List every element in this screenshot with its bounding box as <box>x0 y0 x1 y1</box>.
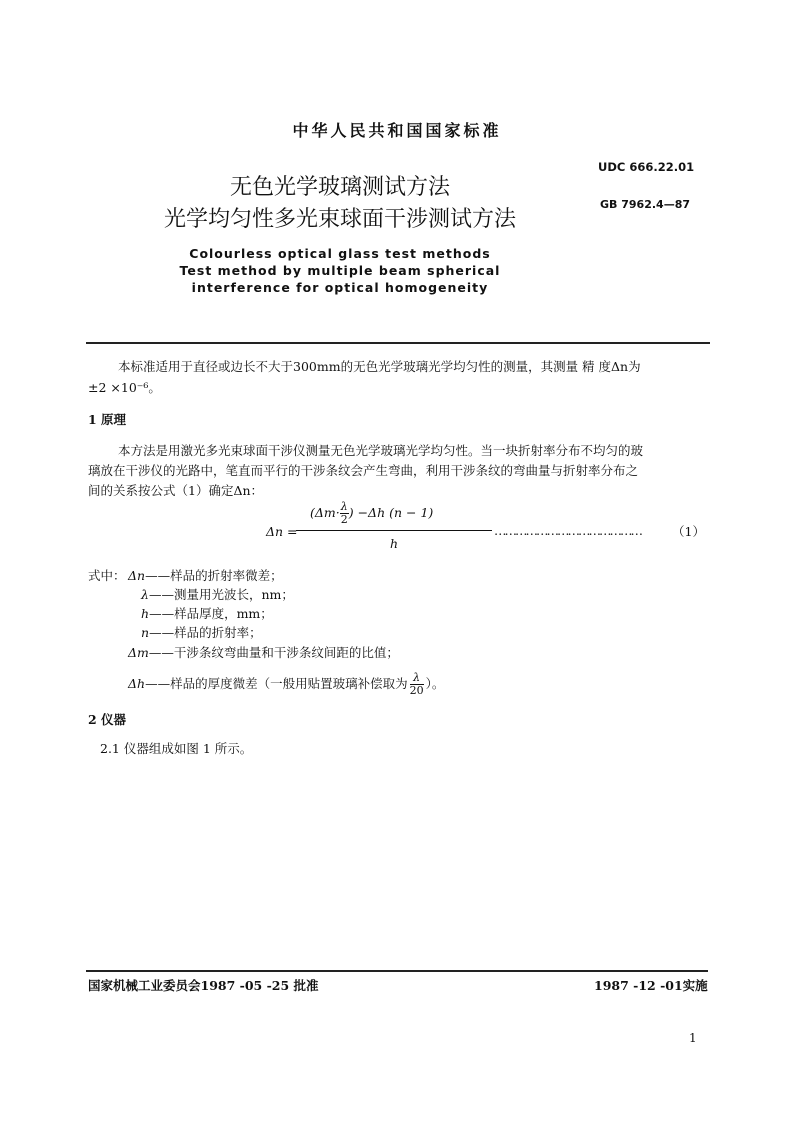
title-en-line-2: Test method by multiple beam spherical <box>179 263 501 278</box>
title-en-line-1: Colourless optical glass test methods <box>189 246 491 261</box>
formula-lambda: λ <box>340 500 348 513</box>
approval-date: 国家机械工业委员会1987 -05 -25 批准 <box>88 978 319 993</box>
where-fraction-numerator: λ <box>410 672 424 685</box>
intro-line-1: 本标准适用于直径或边长不大于300mm的无色光学玻璃光学均匀性的测量，其测量 精 度Δn为 <box>118 359 641 374</box>
formula-denominator: h <box>390 536 399 551</box>
formula-num-rest: ) −Δh (n − 1) <box>348 505 434 520</box>
formula-two: 2 <box>340 513 348 526</box>
footer-divider <box>86 970 708 972</box>
section-1-line-3: 间的关系按公式（1）确定Δn： <box>88 483 264 498</box>
where-symbol: Δn <box>128 568 146 583</box>
national-standard-label: 中华人民共和国国家标准 <box>292 121 502 140</box>
formula-num-open: (Δm· <box>310 505 340 520</box>
where-item <box>128 672 444 697</box>
section-2-1: 2.1 仪器组成如图 1 所示。 <box>100 741 253 756</box>
intro-line-2: ±2 ×10⁻⁶。 <box>88 380 161 395</box>
section-1-line-2: 璃放在干涉仪的光路中，笔直而平行的干涉条纹会产生弯曲，利用干涉条纹的弯曲量与折射率分布之 <box>88 463 639 478</box>
udc-code: UDC 666.22.01 <box>598 160 695 174</box>
where-fraction-denominator: 20 <box>409 684 424 697</box>
section-1-line-1: 本方法是用激光多光束球面干涉仪测量无色光学玻璃光学均匀性。当一块折射率分布不均匀的玻 <box>118 443 644 458</box>
where-symbol: h <box>141 606 150 621</box>
formula-lambda-over-2 <box>340 501 349 526</box>
formula-lhs: Δn = <box>266 524 298 539</box>
title-cn-line-2: 光学均匀性多光束球面干涉测试方法 <box>163 207 516 232</box>
where-item <box>128 566 283 585</box>
where-item <box>141 604 273 623</box>
where-tail: ）。 <box>425 676 445 691</box>
where-description: ——干涉条纹弯曲量和干涉条纹间距的比值； <box>148 645 399 660</box>
where-description: ——样品的折射率； <box>149 625 262 640</box>
where-item <box>128 643 399 662</box>
where-description: ——样品的折射率微差； <box>145 568 283 583</box>
where-fraction <box>410 672 424 697</box>
section-2-heading: 2 仪器 <box>88 712 127 727</box>
page-number: 1 <box>689 1031 697 1045</box>
title-en <box>0 246 680 295</box>
where-description: ——样品的厚度微差（一般用贴置玻璃补偿取为 <box>145 676 408 691</box>
where-lead: 式中： <box>88 568 126 583</box>
where-symbol: Δh <box>128 676 146 691</box>
where-item <box>141 623 262 642</box>
header-divider <box>86 342 710 344</box>
where-symbol: λ <box>141 587 149 602</box>
formula <box>252 499 712 559</box>
formula-equation-number: （1） <box>672 524 705 539</box>
where-item <box>141 585 294 604</box>
effective-date: 1987 -12 -01实施 <box>594 978 708 993</box>
formula-numerator <box>310 501 433 526</box>
title-en-line-3: interference for optical homogeneity <box>191 280 489 295</box>
where-symbol: Δm <box>128 645 149 660</box>
formula-leader-dots: …………………………………… <box>494 523 641 538</box>
where-description: ——样品厚度，mm； <box>149 606 273 621</box>
section-1-heading: 1 原理 <box>88 412 127 427</box>
formula-fraction-bar <box>296 530 492 531</box>
gb-code: GB 7962.4—87 <box>600 198 690 211</box>
where-description: ——测量用光波长，nm； <box>148 587 294 602</box>
where-symbol: n <box>141 625 150 640</box>
title-cn-line-1: 无色光学玻璃测试方法 <box>229 175 450 200</box>
